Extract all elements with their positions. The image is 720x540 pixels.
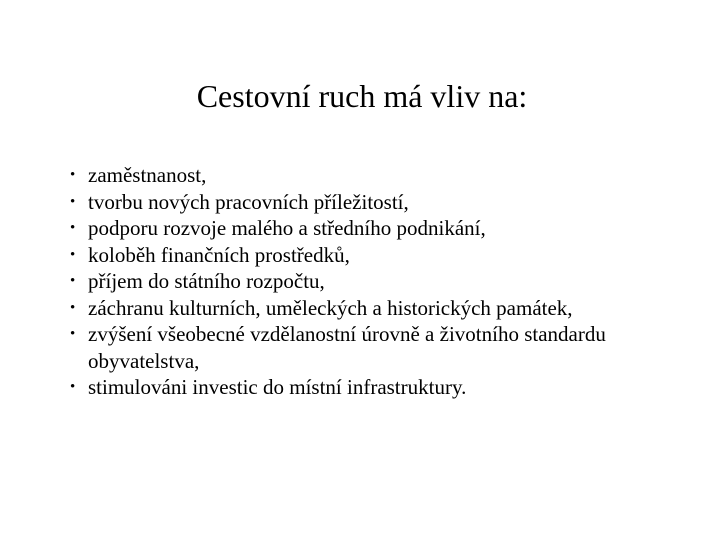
list-item-text: zaměstnanost,: [88, 163, 207, 187]
list-item-text: záchranu kulturních, uměleckých a historických památek,: [88, 295, 573, 320]
list-item: [70, 295, 690, 322]
list-item-text: stimulováni investic do místní infrastruktury.: [88, 375, 467, 399]
list-item-text: koloběh finančních prostředků,: [88, 242, 350, 267]
bullet-icon: •: [70, 193, 76, 210]
list-item: [70, 374, 690, 401]
list-item-text: příjem do státního rozpočtu,: [88, 269, 325, 293]
list-item-text: tvorbu nových pracovních příležitostí,: [88, 189, 409, 214]
bullet-icon: •: [70, 299, 76, 316]
list-item: [70, 189, 690, 216]
list-item: [70, 215, 690, 242]
bullet-icon: •: [70, 326, 76, 342]
bullet-list: [70, 162, 690, 401]
bullet-icon: •: [70, 246, 76, 263]
list-item-text: zvýšení všeobecné vzdělanostní úrovně a životního standardu obyvatelstva,: [88, 322, 606, 373]
list-item: [70, 321, 690, 374]
list-item: [70, 268, 690, 295]
bullet-icon: •: [70, 273, 76, 289]
list-item-text: podporu rozvoje malého a středního podnikání,: [88, 216, 486, 240]
slide-title: Cestovní ruch má vliv na:: [196, 78, 528, 114]
bullet-icon: •: [70, 167, 76, 183]
bullet-icon: •: [70, 220, 76, 236]
list-item: [70, 162, 690, 189]
list-item: [70, 242, 690, 269]
bullet-icon: •: [70, 379, 76, 395]
